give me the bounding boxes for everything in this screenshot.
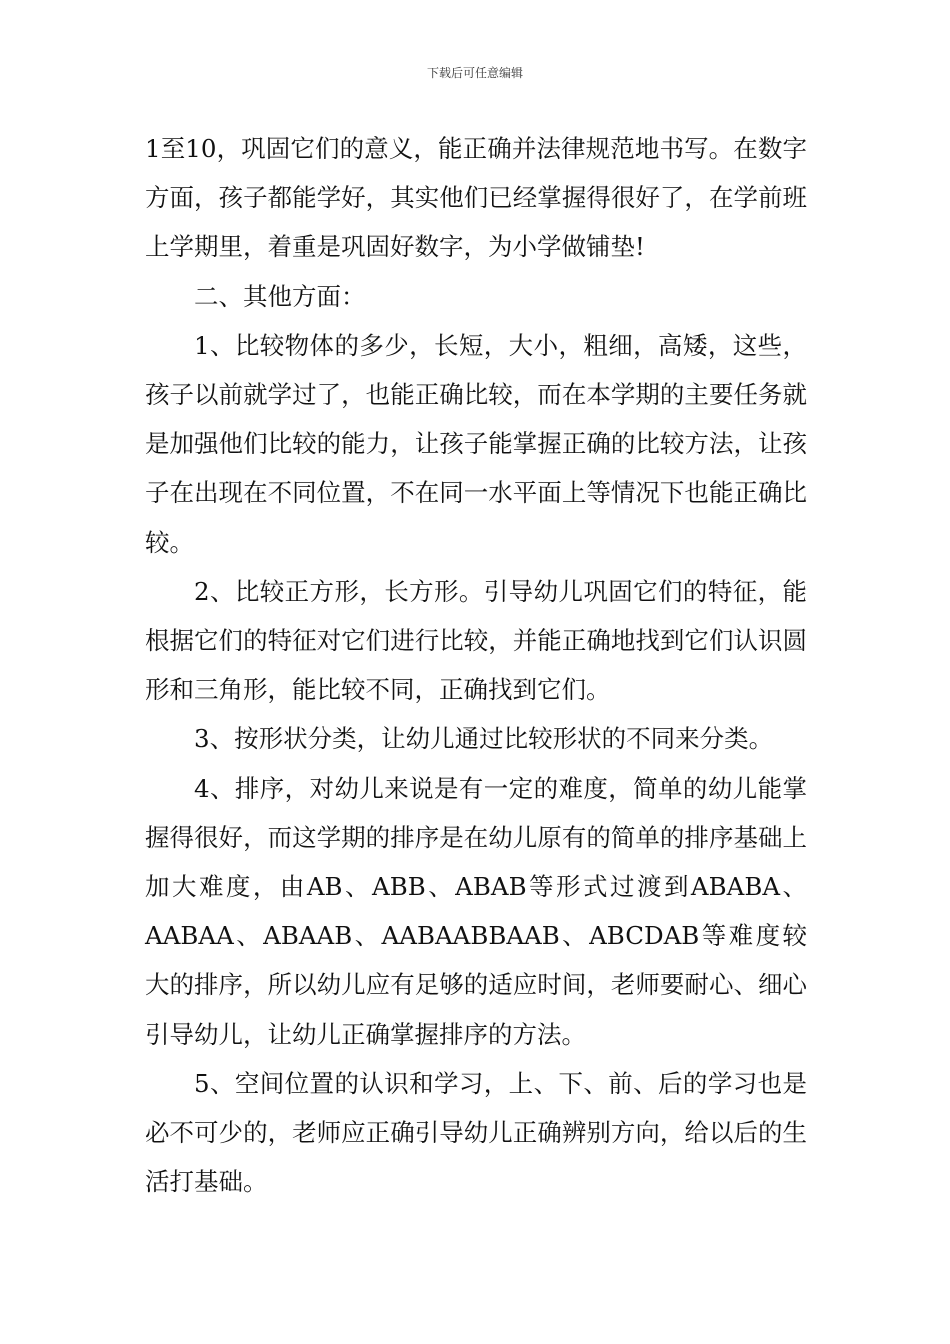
- page-header: 下载后可任意编辑: [426, 66, 523, 80]
- section-heading-other-aspects: 二、其他方面：: [194, 281, 366, 311]
- paragraph-item-4: 4、排序，对幼儿来说是有一定的难度，简单的幼儿能掌握得很好，而这学期的排序是在幼儿原有的简单的排序基础上加大难度，由AB、ABB、ABAB等形式过渡到ABABA、AABAA、ABAAB、AABAABBAAB、ABCDAB等难度较大的排序，所以幼儿应有足够的适应时间，老师要耐心、细心引导幼儿，让幼儿正确掌握排序的方法。: [145, 773, 807, 1049]
- paragraph-1: 1至10，巩固它们的意义，能正确并法律规范地书写。在数字方面，孩子都能学好，其实他们已经掌握得很好了，在学前班上学期里，着重是巩固好数字，为小学做铺垫!: [145, 134, 807, 262]
- paragraph-item-5: 5、空间位置的认识和学习，上、下、前、后的学习也是必不可少的，老师应正确引导幼儿正确辨别方向，给以后的生活打基础。: [145, 1068, 807, 1197]
- paragraph-item-1: 1、比较物体的多少，长短，大小，粗细，高矮，这些，孩子以前就学过了，也能正确比较，而在本学期的主要任务就是加强他们比较的能力，让孩子能掌握正确的比较方法，让孩子在出现在不同位置，不在同一水平面上等情况下也能正确比较。: [145, 330, 807, 557]
- document-body: [145, 124, 807, 1206]
- paragraph-item-3: 3、按形状分类，让幼儿通过比较形状的不同来分类。: [194, 724, 774, 754]
- paragraph-item-2: 2、比较正方形，长方形。引导幼儿巩固它们的特征，能根据它们的特征对它们进行比较，并能正确地找到它们认识圆形和三角形，能比较不同，正确找到它们。: [145, 576, 807, 705]
